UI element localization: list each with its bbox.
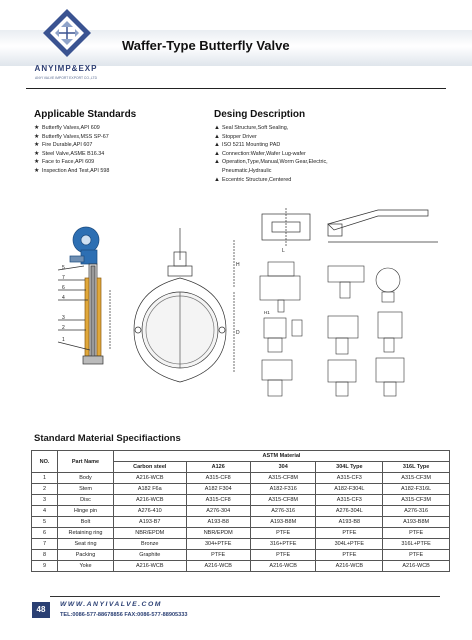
cell-material: PTFE: [186, 550, 250, 561]
table-row: [32, 473, 450, 484]
cell-material: PTFE: [316, 550, 383, 561]
cell-part-name: Hinge pin: [58, 506, 114, 517]
star-icon: ★: [34, 167, 40, 174]
cell-no: 9: [32, 561, 58, 572]
actuator-drawings: [260, 262, 404, 396]
triangle-icon: ▲: [214, 133, 220, 140]
cell-material: Bronze: [114, 539, 187, 550]
cell-material: A193-B8: [316, 517, 383, 528]
star-icon: ★: [34, 142, 40, 149]
cell-part-name: Bolt: [58, 517, 114, 528]
header-divider: [26, 88, 446, 89]
col-header-a126: A126: [186, 462, 250, 473]
company-logo: [26, 8, 106, 86]
cell-material: A182-F316: [250, 484, 316, 495]
table-body: [32, 473, 450, 572]
cell-material: A216-WCB: [186, 561, 250, 572]
star-icon: ★: [34, 133, 40, 140]
standards-list: [34, 124, 109, 176]
material-table: [31, 450, 450, 572]
table-heading: Standard Material Specifiactions: [34, 433, 181, 444]
cell-material: A315-CF8M: [250, 495, 316, 506]
col-header-no: NO.: [32, 451, 58, 473]
cell-no: 5: [32, 517, 58, 528]
list-item: ▲ Seal Structure,Soft Sealing,: [214, 125, 289, 131]
star-icon: ★: [34, 125, 40, 131]
triangle-icon: ▲: [214, 150, 220, 157]
design-heading: Desing Description: [214, 109, 306, 120]
table-row: [32, 506, 450, 517]
col-header-304: 304: [250, 462, 316, 473]
cell-material: A315-CF3M: [383, 495, 450, 506]
cell-material: A315-CF3: [316, 473, 383, 484]
list-item: ★ Butterfly Valves,MSS SP-67: [34, 133, 109, 140]
col-header-316l: 316L Type: [383, 462, 450, 473]
list-item: ★ Inspection And Test,API 598: [34, 167, 110, 174]
col-group-header: ASTM Material: [114, 451, 450, 462]
list-item: ★ Butterfly Valves,API 609: [34, 125, 100, 131]
cell-material: A315-CF3M: [383, 473, 450, 484]
cell-material: A182 F6a: [114, 484, 187, 495]
cell-material: PTFE: [383, 550, 450, 561]
cell-no: 6: [32, 528, 58, 539]
cell-part-name: Stem: [58, 484, 114, 495]
logo-diamond-icon: [42, 8, 92, 58]
cell-material: Graphite: [114, 550, 187, 561]
table-row: [32, 528, 450, 539]
triangle-icon: ▲: [214, 125, 220, 131]
list-item: ▲ Stopper Driver: [214, 133, 257, 140]
col-header-part: Part Name: [58, 451, 114, 473]
cell-material: A276-304L: [316, 506, 383, 517]
list-item: ▲ Operation,Type,Manual,Worm Gear,Electric,: [214, 159, 328, 166]
table-row: [32, 561, 450, 572]
front-view-drawing: [134, 228, 234, 382]
cell-material: PTFE: [383, 528, 450, 539]
list-item: ▲ Eccentric Structure,Centered: [214, 176, 292, 183]
contact-info: TEL:0086-577-88678856 FAX:0086-577-88905333: [60, 612, 188, 618]
dim-l-label: L: [282, 248, 285, 254]
cell-material: A193-B7: [114, 517, 187, 528]
table-row: [32, 495, 450, 506]
cell-part-name: Seat ring: [58, 539, 114, 550]
list-item: ▲ ISO 5211 Mounting PAD: [214, 142, 281, 149]
valve-drawings: [28, 200, 448, 420]
cell-material: 304+PTFE: [186, 539, 250, 550]
callout-2: 2: [62, 325, 65, 331]
cell-material: A276-410: [114, 506, 187, 517]
cell-no: 7: [32, 539, 58, 550]
list-item: Pneumatic,Hydraulic: [222, 167, 272, 174]
cell-material: A315-CF8: [186, 495, 250, 506]
cell-part-name: Retaining ring: [58, 528, 114, 539]
cell-material: A276-316: [250, 506, 316, 517]
cell-material: NBR/EPDM: [186, 528, 250, 539]
cell-material: A216-WCB: [114, 561, 187, 572]
callout-4: 4: [62, 295, 65, 301]
cell-material: A193-B8M: [383, 517, 450, 528]
callout-5: 5: [62, 265, 65, 271]
list-item: ▲ Connection:Wafer,Wafer Lug-wafer: [214, 150, 306, 157]
cell-no: 2: [32, 484, 58, 495]
cell-material: NBR/EPDM: [114, 528, 187, 539]
cell-material: PTFE: [316, 528, 383, 539]
table-row: [32, 550, 450, 561]
cell-part-name: Body: [58, 473, 114, 484]
dim-h1-label: H1: [264, 310, 270, 315]
cell-material: A216-WCB: [114, 473, 187, 484]
triangle-icon: ▲: [214, 176, 220, 183]
table-row: [32, 517, 450, 528]
list-item: ★ Steel Valve,ASME B16.34: [34, 150, 105, 157]
side-view-drawing: [58, 227, 110, 364]
cell-no: 8: [32, 550, 58, 561]
cell-no: 3: [32, 495, 58, 506]
cell-material: A276-304: [186, 506, 250, 517]
dim-d-label: D: [236, 330, 240, 336]
list-item: ★ Face to Face,API 609: [34, 159, 95, 166]
cell-material: 316L+PTFE: [383, 539, 450, 550]
cell-material: A182-F316L: [383, 484, 450, 495]
cell-material: A315-CF8: [186, 473, 250, 484]
cell-part-name: Packing: [58, 550, 114, 561]
cell-material: A182-F304L: [316, 484, 383, 495]
page-header: [0, 0, 472, 88]
cell-no: 4: [32, 506, 58, 517]
page-number: 48: [32, 602, 50, 618]
cell-material: A182 F304: [186, 484, 250, 495]
cell-material: A216-WCB: [114, 495, 187, 506]
cell-material: A315-CF3: [316, 495, 383, 506]
cell-material: A193-B8: [186, 517, 250, 528]
cell-no: 1: [32, 473, 58, 484]
callout-7: 7: [62, 275, 65, 281]
triangle-icon: ▲: [214, 159, 220, 166]
callout-6: 6: [62, 285, 65, 291]
footer-divider: [50, 596, 440, 597]
callout-3: 3: [62, 315, 65, 321]
cell-part-name: Disc: [58, 495, 114, 506]
logo-name: ANYIMP&EXP: [34, 64, 98, 73]
col-header-carbon: Carbon steel: [114, 462, 187, 473]
logo-subtitle: ANYI VALVE IMPORT EXPORT CO.,LTD: [34, 76, 98, 80]
cell-material: A315-CF8M: [250, 473, 316, 484]
triangle-icon: ▲: [214, 142, 220, 149]
callout-1: 1: [62, 337, 65, 343]
cell-material: A216-WCB: [316, 561, 383, 572]
star-icon: ★: [34, 150, 40, 157]
list-item: ★ Fire Durable,API 607: [34, 142, 93, 149]
standards-heading: Applicable Standards: [34, 109, 137, 120]
website-link[interactable]: WWW.ANYIVALVE.COM: [60, 601, 162, 608]
cell-material: A193-B8M: [250, 517, 316, 528]
col-header-304l: 304L Type: [316, 462, 383, 473]
star-icon: ★: [34, 159, 40, 166]
design-list: [214, 124, 328, 184]
dim-h-label: H: [236, 262, 240, 268]
cell-material: A216-WCB: [250, 561, 316, 572]
cell-material: PTFE: [250, 550, 316, 561]
cell-material: 316+PTFE: [250, 539, 316, 550]
cell-material: A216-WCB: [383, 561, 450, 572]
cell-material: A276-316: [383, 506, 450, 517]
table-row: [32, 484, 450, 495]
table-row: [32, 539, 450, 550]
top-view-drawing: [262, 208, 438, 246]
cell-material: 304L+PTFE: [316, 539, 383, 550]
cell-material: PTFE: [250, 528, 316, 539]
cell-part-name: Yoke: [58, 561, 114, 572]
page-title: Waffer-Type Butterfly Valve: [122, 38, 290, 53]
